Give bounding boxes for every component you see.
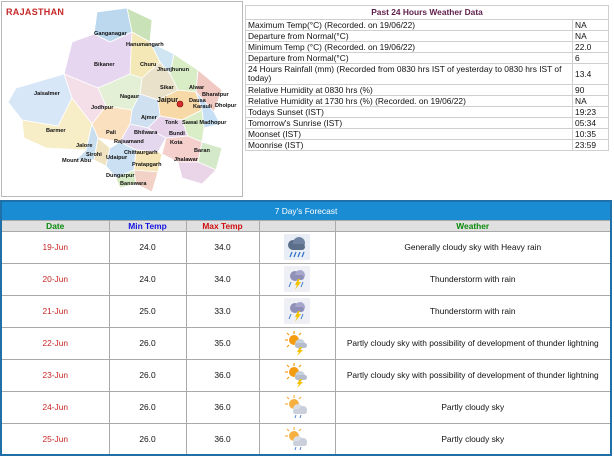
city-label: Nagaur xyxy=(120,94,140,100)
city-label: Jhunjhunun xyxy=(157,67,190,73)
city-label: Sirohi xyxy=(86,152,102,158)
city-label: Baran xyxy=(194,148,210,154)
city-label: Banswara xyxy=(120,181,147,187)
forecast-icon-cell xyxy=(259,263,335,295)
weather-data-value: 22.0 xyxy=(573,42,609,53)
forecast-icon-cell xyxy=(259,327,335,359)
weather-data-row xyxy=(246,31,609,42)
forecast-date: 20-Jun xyxy=(1,263,109,295)
partly-cloudy-icon xyxy=(284,394,310,420)
heavy-rain-cloud-icon xyxy=(284,234,310,260)
weather-data-title: Past 24 Hours Weather Data xyxy=(246,6,609,20)
forecast-date: 21-Jun xyxy=(1,295,109,327)
forecast-date: 19-Jun xyxy=(1,231,109,263)
forecast-row xyxy=(1,263,611,295)
forecast-max-temp: 34.0 xyxy=(186,231,259,263)
weather-data-row xyxy=(246,118,609,129)
city-label: Dausa xyxy=(189,98,206,104)
city-label: Rajsamand xyxy=(114,139,144,145)
forecast-min-temp: 24.0 xyxy=(109,263,186,295)
weather-data-value: 19:23 xyxy=(573,107,609,118)
city-label-capital: Jaipur xyxy=(157,97,179,104)
weather-data-label: 24 Hours Rainfall (mm) (Recorded from 0830 hrs IST of yesterday to 0830 hrs IST of today) xyxy=(246,64,573,85)
weather-data-value: NA xyxy=(573,31,609,42)
header-date: Date xyxy=(1,220,109,231)
forecast-icon-cell xyxy=(259,231,335,263)
weather-data-value: 6 xyxy=(573,53,609,64)
forecast-min-temp: 26.0 xyxy=(109,359,186,391)
city-label: Hanumangarh xyxy=(126,42,164,48)
forecast-row xyxy=(1,359,611,391)
weather-data-row xyxy=(246,85,609,96)
city-label: Karauli xyxy=(193,104,212,110)
city-label: Jhalawar xyxy=(174,157,198,163)
weather-data-label: Moonrise (IST) xyxy=(246,140,573,151)
forecast-description: Thunderstorm with rain xyxy=(335,263,611,295)
thunderstorm-rain-icon xyxy=(284,298,310,324)
city-label: Bundi xyxy=(169,131,185,137)
weather-data-label: Maximum Temp(°C) (Recorded. on 19/06/22) xyxy=(246,20,573,31)
weather-data-value: 05:34 xyxy=(573,118,609,129)
forecast-min-temp: 26.0 xyxy=(109,327,186,359)
city-label: Alwar xyxy=(189,85,205,91)
forecast-row xyxy=(1,327,611,359)
city-label: Pratapgarh xyxy=(132,162,162,168)
forecast-max-temp: 36.0 xyxy=(186,359,259,391)
forecast-icon-cell xyxy=(259,295,335,327)
forecast-min-temp: 24.0 xyxy=(109,231,186,263)
forecast-description: Generally cloudy sky with Heavy rain xyxy=(335,231,611,263)
city-label: Bhilwara xyxy=(134,130,158,136)
city-label: Pali xyxy=(106,130,116,136)
weather-data-value: NA xyxy=(573,20,609,31)
forecast-max-temp: 36.0 xyxy=(186,391,259,423)
weather-data-value: 23:59 xyxy=(573,140,609,151)
weather-data-row xyxy=(246,107,609,118)
weather-data-value: 10:35 xyxy=(573,129,609,140)
city-label: Bikaner xyxy=(94,62,115,68)
city-label: Churu xyxy=(140,62,157,68)
weather-data-label: Relative Humidity at 0830 hrs (%) xyxy=(246,85,573,96)
city-label: Barmer xyxy=(46,128,66,134)
forecast-icon-cell xyxy=(259,423,335,455)
partly-cloudy-icon xyxy=(284,426,310,452)
forecast-description: Partly cloudy sky xyxy=(335,423,611,455)
weather-data-row xyxy=(246,20,609,31)
weather-data-row xyxy=(246,64,609,85)
thunderstorm-rain-icon xyxy=(284,266,310,292)
city-label: Chittaurgarh xyxy=(124,150,158,156)
forecast-row xyxy=(1,391,611,423)
weather-data-label: Todays Sunset (IST) xyxy=(246,107,573,118)
weather-data-row xyxy=(246,96,609,107)
rajasthan-map xyxy=(1,1,243,197)
weather-data-row xyxy=(246,129,609,140)
forecast-date: 23-Jun xyxy=(1,359,109,391)
city-label: Sikar xyxy=(160,85,174,91)
forecast-max-temp: 33.0 xyxy=(186,295,259,327)
header-weather: Weather xyxy=(335,220,611,231)
forecast-min-temp: 26.0 xyxy=(109,391,186,423)
forecast-row xyxy=(1,231,611,263)
header-icon xyxy=(259,220,335,231)
city-label: Jaisalmer xyxy=(34,91,60,97)
forecast-date: 25-Jun xyxy=(1,423,109,455)
weather-data-value: 90 xyxy=(573,85,609,96)
city-label: Kota xyxy=(170,140,183,146)
map-title: RAJASTHAN xyxy=(6,7,65,17)
city-label: Sawai Madhopur xyxy=(182,120,227,126)
forecast-title: 7 Day's Forecast xyxy=(1,201,611,220)
forecast-min-temp: 26.0 xyxy=(109,423,186,455)
weather-data-row xyxy=(246,42,609,53)
city-label: Jodhpur xyxy=(91,105,114,111)
weather-data-value: 13.4 xyxy=(573,64,609,85)
city-label: Ajmer xyxy=(141,115,157,121)
weather-data-row xyxy=(246,53,609,64)
forecast-description: Thunderstorm with rain xyxy=(335,295,611,327)
forecast-table xyxy=(0,200,612,456)
forecast-icon-cell xyxy=(259,391,335,423)
forecast-date: 24-Jun xyxy=(1,391,109,423)
city-label: Tonk xyxy=(165,120,178,126)
forecast-description: Partly cloudy sky with possibility of development of thunder lightning xyxy=(335,359,611,391)
city-label: Jalore xyxy=(76,143,93,149)
forecast-min-temp: 25.0 xyxy=(109,295,186,327)
city-label: Ganganagar xyxy=(94,31,127,37)
forecast-description: Partly cloudy sky xyxy=(335,391,611,423)
header-max-temp: Max Temp xyxy=(186,220,259,231)
forecast-date: 22-Jun xyxy=(1,327,109,359)
city-label: Mount Abu xyxy=(62,158,91,164)
weather-data-label: Tomorrow's Sunrise (IST) xyxy=(246,118,573,129)
weather-data-row xyxy=(246,140,609,151)
weather-data-label: Relative Humidity at 1730 hrs (%) (Recorded. on 19/06/22) xyxy=(246,96,573,107)
forecast-row xyxy=(1,295,611,327)
sun-thunder-icon xyxy=(284,362,310,388)
weather-data-label: Minimum Temp (°C) (Recorded. on 19/06/22) xyxy=(246,42,573,53)
sun-thunder-icon xyxy=(284,330,310,356)
city-label: Dholpur xyxy=(215,103,237,109)
city-label: Dungarpur xyxy=(106,173,135,179)
forecast-description: Partly cloudy sky with possibility of development of thunder lightning xyxy=(335,327,611,359)
forecast-max-temp: 35.0 xyxy=(186,327,259,359)
city-label: Bharatpur xyxy=(202,92,229,98)
city-label: Udaipur xyxy=(106,155,128,161)
header-min-temp: Min Temp xyxy=(109,220,186,231)
forecast-row xyxy=(1,423,611,455)
weather-data-label: Departure from Normal(°C) xyxy=(246,53,573,64)
weather-data-value: NA xyxy=(573,96,609,107)
forecast-max-temp: 34.0 xyxy=(186,263,259,295)
weather-data-label: Departure from Normal(°C) xyxy=(246,31,573,42)
weather-data-label: Moonset (IST) xyxy=(246,129,573,140)
forecast-icon-cell xyxy=(259,359,335,391)
forecast-max-temp: 36.0 xyxy=(186,423,259,455)
past-24h-weather-table xyxy=(245,5,609,151)
forecast-header-row xyxy=(1,220,611,231)
